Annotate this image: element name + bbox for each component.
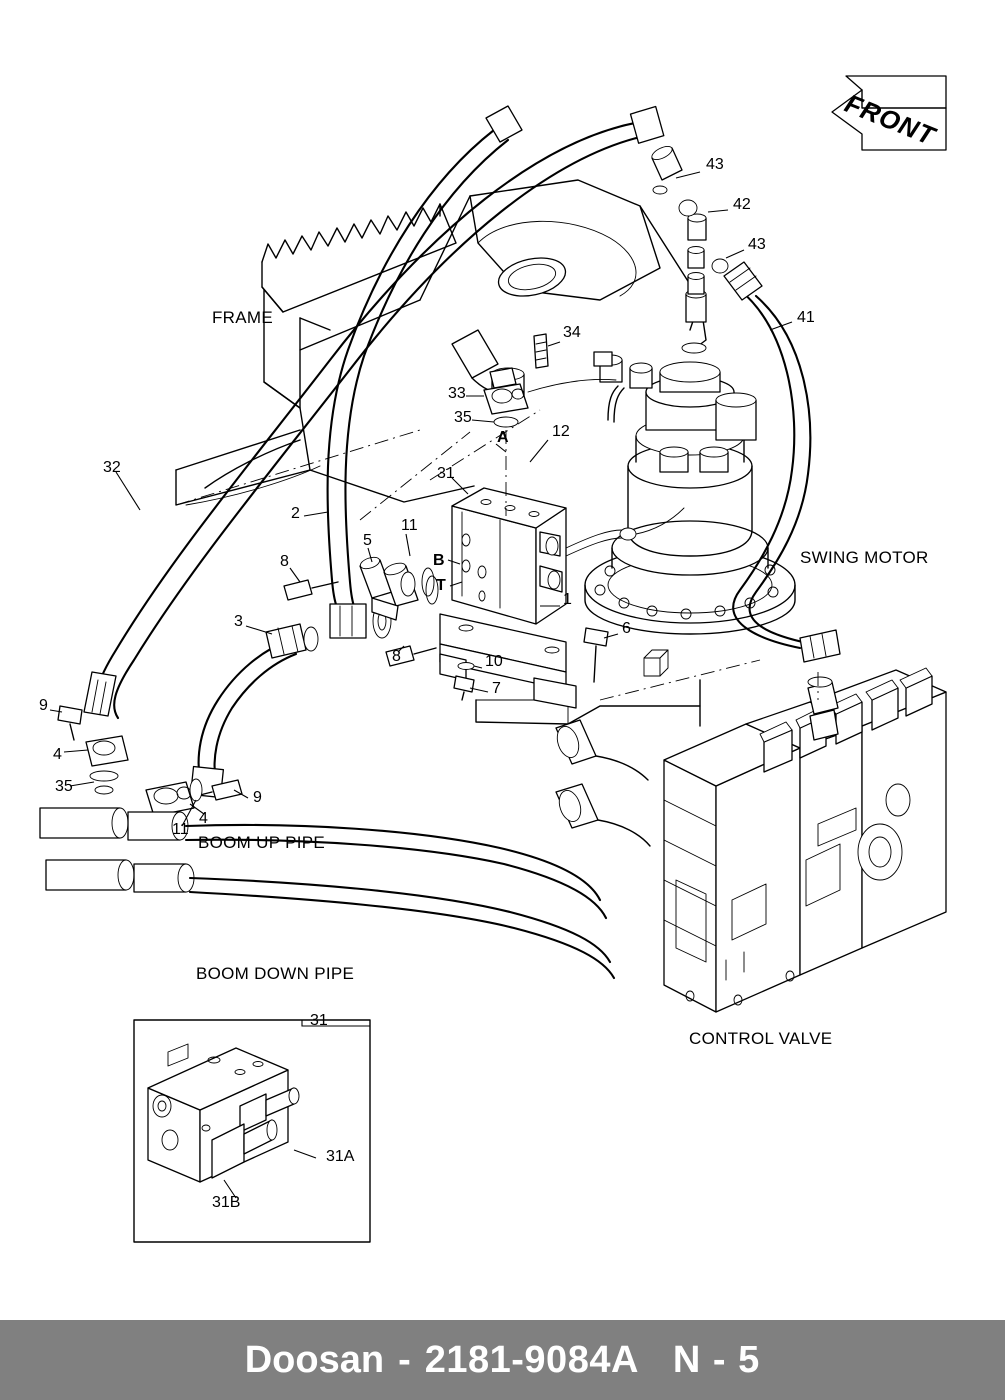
callout-8-left: 8 — [280, 553, 289, 570]
callout-10: 10 — [485, 653, 503, 670]
swing-motor-assembly — [585, 352, 795, 634]
callout-8-lower: 8 — [392, 648, 401, 665]
part-number: 2181-9084A — [424, 1338, 639, 1381]
label-port-t: T — [436, 577, 446, 594]
callout-43-second: 43 — [748, 236, 766, 253]
callout-11-upper: 11 — [401, 517, 418, 534]
callout-35-top: 35 — [454, 409, 472, 426]
callout-32: 32 — [103, 459, 121, 476]
footer-separator: - — [398, 1338, 411, 1381]
label-swing-motor: SWING MOTOR — [800, 548, 929, 567]
front-arrow-label: FRONT — [840, 88, 940, 152]
callout-5: 5 — [363, 532, 372, 549]
callout-2: 2 — [291, 505, 300, 522]
callout-3: 3 — [234, 613, 243, 630]
callout-1: 1 — [563, 591, 572, 608]
callout-42: 42 — [733, 196, 751, 213]
label-boom-up-pipe: BOOM UP PIPE — [198, 833, 326, 852]
label-frame: FRAME — [212, 308, 273, 327]
callout-7: 7 — [492, 680, 501, 697]
callout-12: 12 — [552, 423, 570, 440]
label-boom-down-pipe: BOOM DOWN PIPE — [196, 964, 355, 983]
inset-callout-31: 31 — [310, 1012, 328, 1029]
callout-4-left: 4 — [53, 746, 62, 763]
callout-35-left: 35 — [55, 778, 73, 795]
label-control-valve: CONTROL VALVE — [689, 1029, 833, 1048]
inset-detail — [134, 1020, 370, 1242]
callout-34: 34 — [563, 324, 581, 341]
callout-43-top: 43 — [706, 156, 724, 173]
control-valve-assembly — [664, 668, 946, 1012]
inset-label-31a: 31A — [326, 1148, 355, 1165]
callout-4-lower: 4 — [199, 810, 208, 827]
clamp-assembly-top — [484, 334, 616, 427]
hose-3 — [191, 624, 318, 797]
callout-41: 41 — [797, 309, 815, 326]
label-port-a: A — [497, 429, 509, 446]
clamp-assembly-lower — [146, 779, 242, 816]
callout-31: 31 — [437, 465, 455, 482]
footer-bar — [0, 1320, 1005, 1400]
callout-11-lower: 11 — [172, 821, 189, 838]
callout-9-right: 9 — [253, 789, 262, 806]
brand-name: Doosan — [244, 1338, 385, 1381]
callout-33: 33 — [448, 385, 466, 402]
label-port-b: B — [433, 552, 445, 569]
callout-9-left: 9 — [39, 697, 48, 714]
page-number: N - 5 — [672, 1338, 761, 1381]
inset-label-31b: 31B — [212, 1194, 241, 1211]
callout-6: 6 — [622, 620, 631, 637]
